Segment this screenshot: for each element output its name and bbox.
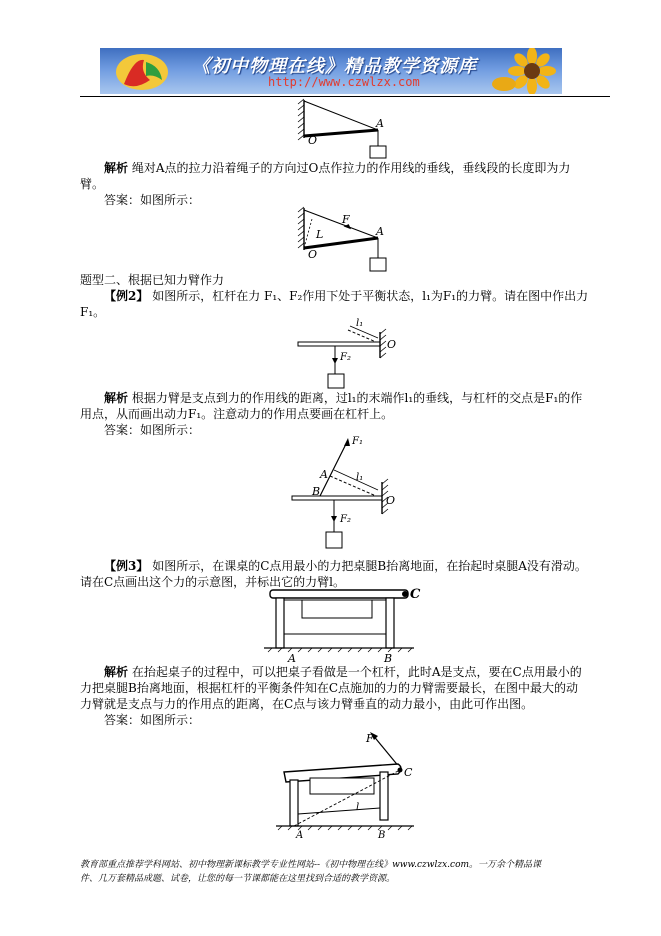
fig6-label-b: B <box>378 830 386 840</box>
figure-4 <box>286 432 406 562</box>
fig6-label-l: l <box>356 802 360 813</box>
figure-6 <box>270 728 420 840</box>
jiexi-2-line1: 解析 根据力臂是支点到力的作用线的距离，过l₁的末端作l₁的垂线，与杠杆的交点是F₁的作 <box>104 391 583 405</box>
footer-line1: 教育部重点推荐学科网站、初中物理新课标教学专业性网站--《初中物理在线》www.czwlzx.com。一万余个精品课 <box>80 860 542 870</box>
fig2-label-a: A <box>376 225 384 238</box>
answer-2: 答案：如图所示： <box>104 423 201 437</box>
jiexi-3-line2: 力把桌腿B抬离地面，根据杠杆的平衡条件知在C点施加的力的力臂需要最长，在图中最大的动 <box>80 681 579 695</box>
fig3-label-o: O <box>387 338 397 351</box>
figure-1 <box>290 98 390 160</box>
jiexi-3-line3: 力臂就是支点与力的作用点的距离，在C点与该力臂垂直的动力最小，由此可作出图。 <box>80 697 534 711</box>
fig4-label-a: A <box>320 468 328 481</box>
header-title: 《初中物理在线》精品教学资源库 <box>192 56 477 77</box>
footer-line2: 件、几万套精品成题、试卷，让您的每一节课都能在这里找到合适的教学资源。 <box>80 874 396 884</box>
example-3-line1: 【例3】 如图所示，在课桌的C点用最小的力把桌腿B抬离地面，在抬起时桌腿A没有滑动。 <box>104 559 587 573</box>
figure-3 <box>290 314 400 392</box>
fig6-label-c: C <box>404 766 413 779</box>
fig3-label-l1: l₁ <box>356 318 364 329</box>
type-2-heading: 题型二、根据已知力臂作力 <box>80 273 225 287</box>
fig4-label-b: B <box>312 485 321 498</box>
sunflower-icon <box>492 48 562 94</box>
figure-5 <box>264 586 424 666</box>
fig3-label-f2: F₂ <box>340 352 351 363</box>
header-url[interactable]: http://www.czwlzx.com <box>268 75 420 89</box>
header-banner <box>100 48 562 94</box>
answer-3: 答案：如图所示： <box>104 713 201 727</box>
jiexi-2-line2: 用点，从而画出动力F₁。注意动力的作用点要画在杠杆上。 <box>80 407 394 421</box>
fig4-label-l1: l₁ <box>356 472 364 483</box>
fig1-label-a: A <box>376 117 384 130</box>
jiexi-1-line2: 臂。 <box>80 177 105 191</box>
example-2-line2: F₁。 <box>80 305 106 319</box>
fig5-label-b: B <box>384 652 393 665</box>
header-rule <box>80 96 610 97</box>
example-3-line2: 请在C点画出这个力的示意图，并标出它的力臂l。 <box>80 575 346 589</box>
fig1-label-o: O <box>308 134 318 147</box>
fig4-label-o: O <box>386 494 396 507</box>
footer <box>80 858 610 886</box>
fig2-label-l: L <box>316 228 324 241</box>
example-2-line1: 【例2】 如图所示，杠杆在力 F₁、F₂作用下处于平衡状态，l₁为F₁的力臂。请在图中作出力 <box>104 289 589 303</box>
figure-2 <box>290 206 390 274</box>
fig2-label-f: F <box>342 213 350 226</box>
fig6-label-a: A <box>296 830 304 840</box>
fig5-label-a: A <box>288 652 296 665</box>
fig4-label-f2: F₂ <box>340 514 351 525</box>
fig5-label-c: C <box>410 587 421 602</box>
jiexi-1-line1: 解析 绳对A点的拉力沿着绳子的方向过O点作拉力的作用线的垂线，垂线段的长度即为力 <box>104 161 571 175</box>
fig4-label-f1: F₁ <box>352 436 363 447</box>
jiexi-3-line1: 解析 在抬起桌子的过程中，可以把桌子看做是一个杠杆，此时A是支点，要在C点用最小的 <box>104 665 582 679</box>
logo-icon <box>110 50 180 92</box>
fig6-label-f: F <box>366 732 374 745</box>
fig2-label-o: O <box>308 248 318 261</box>
answer-1: 答案：如图所示： <box>104 193 201 207</box>
